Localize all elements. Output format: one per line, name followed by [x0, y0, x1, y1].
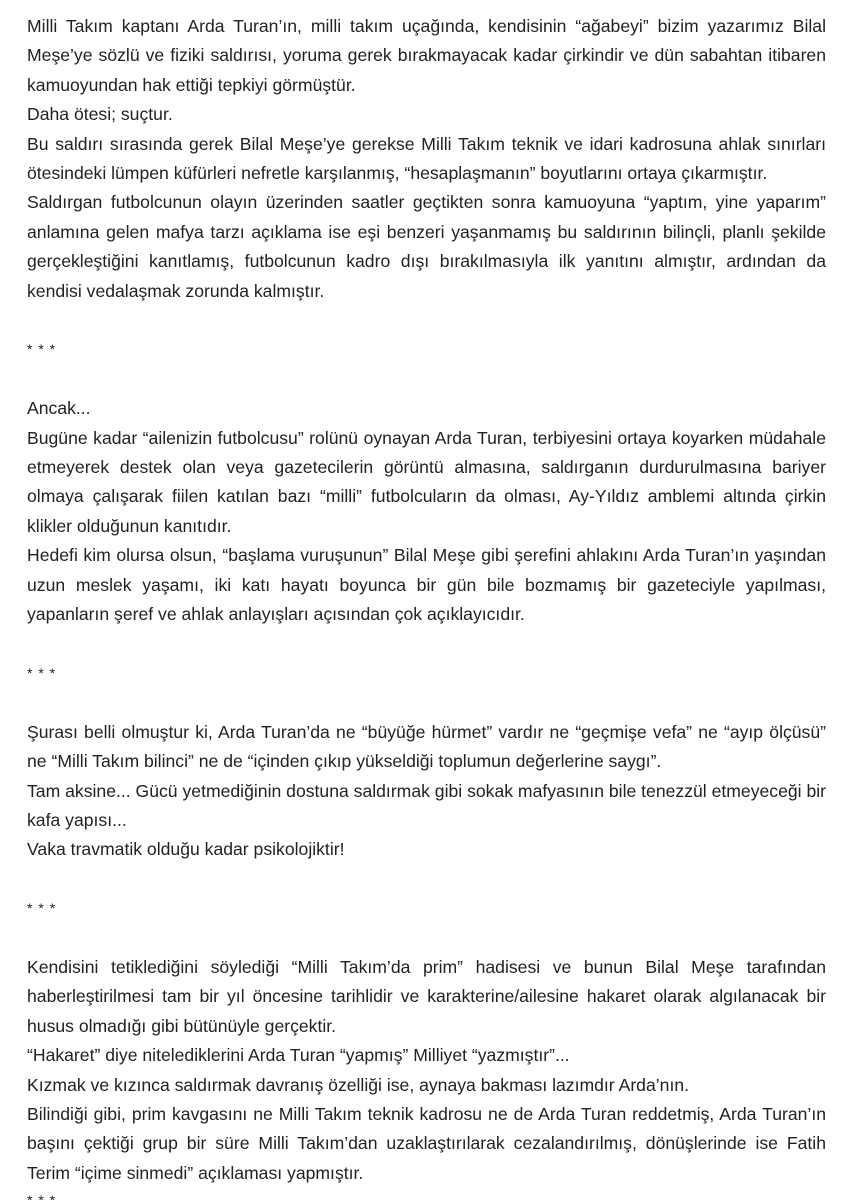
paragraph: Hedefi kim olursa olsun, “başlama vuruşunun” Bilal Meşe gibi şerefini ahlakını Arda Turan’ın yaşından uzun meslek yaşamı, iki katı hayatı boyunca bir gün bile bozmamış bir gazeteciyle yapılması, yapanların şeref ve ahlak anlayışları açısından çok açıklayıcıdır.	[27, 545, 826, 625]
spacer	[27, 365, 826, 394]
spacer	[27, 688, 826, 717]
spacer	[27, 306, 826, 335]
paragraph: Ancak...	[27, 398, 91, 419]
paragraph: Bu saldırı sırasında gerek Bilal Meşe’ye gerekse Milli Takım teknik ve idari kadrosuna ahlak sınırları ötesindeki lümpen küfürleri nefretle karşılanmış, “hesaplaşmanın” boyutlarını ortaya çıkarmıştır.	[27, 133, 826, 184]
paragraph: Vaka travmatik olduğu kadar psikolojiktir!	[27, 839, 345, 860]
paragraph: Kızmak ve kızınca saldırmak davranış özelliği ise, aynaya bakması lazımdır Arda’nın.	[27, 1074, 689, 1095]
paragraph: Kendisini tetiklediğini söylediği “Milli Takım’da prim” hadisesi ve bunun Bilal Meşe tarafından haberleştirilmesi tam bir yıl öncesine tarihlidir ve karakterine/ailesine hakaret olarak algılanacak bir husus olmadığı gibi bütünüyle gerçektir.	[27, 956, 826, 1036]
section-1	[27, 12, 826, 306]
section-4	[27, 953, 826, 1188]
spacer	[27, 630, 826, 659]
paragraph: Şurası belli olmuştur ki, Arda Turan’da ne “büyüğe hürmet” vardır ne “geçmişe vefa” ne “ayıp ölçüsü” ne “Milli Takım bilinci” ne de “içinden çıkıp yükseldiği toplumun değerlerine saygı”.	[27, 721, 826, 772]
section-separator: * * *	[27, 900, 57, 917]
spacer	[27, 924, 826, 953]
paragraph: Daha ötesi; suçtur.	[27, 104, 173, 125]
paragraph: Milli Takım kaptanı Arda Turan’ın, milli takım uçağında, kendisinin “ağabeyi” bizim yazarımız Bilal Meşe’ye sözlü ve fiziki saldırısı, yoruma gerek bırakmayacak kadar çirkindir ve dün sabahtan itibaren kamuoyundan hak ettiği tepkiyi görmüştür.	[27, 16, 826, 95]
paragraph: Saldırgan futbolcunun olayın üzerinden saatler geçtikten sonra kamuoyuna “yaptım, yine yaparım” anlamına gelen mafya tarzı açıklama ise eşi benzeri yaşanmamış bu saldırının bilinçli, planlı şekilde gerçekleştiğini kanıtlamış, futbolcunun kadro dışı bırakılmasıyla ilk yanıtını almıştır, ardından da kendisi vedalaşmak zorunda kalmıştır.	[27, 192, 826, 301]
paragraph: Tam aksine... Gücü yetmediğinin dostuna saldırmak gibi sokak mafyasının bile tenezzül etmeyeceği bir kafa yapısı...	[27, 780, 826, 830]
paragraph: “Hakaret” diye nitelediklerini Arda Turan “yapmış” Milliyet “yazmıştır”...	[27, 1045, 570, 1066]
section-separator: * * *	[27, 341, 57, 358]
section-2	[27, 394, 826, 629]
section-separator: * * *	[27, 664, 57, 681]
paragraph: Bilindiği gibi, prim kavgasını ne Milli Takım teknik kadrosu ne de Arda Turan reddetmiş, Arda Turan’ın başını çektiği grup bir süre Milli Takım’dan uzaklaştırılarak cezalandırılmış, dönüşlerinde ise Fatih Terim “içime sinmedi” açıklaması yapmıştır.	[27, 1103, 826, 1183]
section-3	[27, 718, 826, 865]
section-separator-cut: * * *	[27, 1192, 57, 1200]
spacer	[27, 865, 826, 894]
paragraph: Bugüne kadar “ailenizin futbolcusu” rolünü oynayan Arda Turan, terbiyesini ortaya koyarken müdahale etmeyerek destek olan veya gazetecilerin görüntü almasına, saldırganın durdurulmasına bariyer olmaya çalışarak fiilen katılan bazı “milli” futbolcuların da olması, Ay-Yıldız amblemi altında çirkin klikler olduğunun kanıtıdır.	[27, 427, 826, 536]
